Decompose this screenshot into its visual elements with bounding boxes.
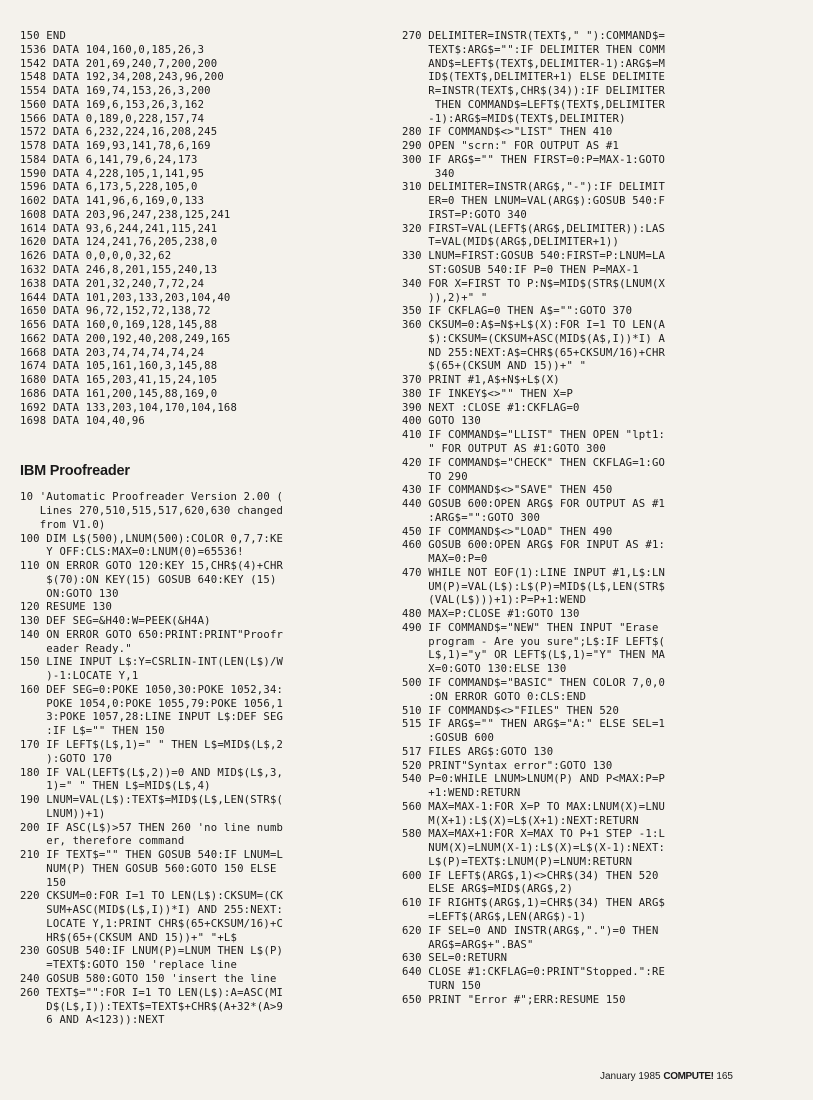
code-line: 160 DEF SEG=0:POKE 1050,30:POKE 1052,34: (20, 683, 284, 696)
code-line: 1620 DATA 124,241,76,205,238,0 (20, 236, 218, 249)
code-line: 1542 DATA 201,69,240,7,200,200 (20, 57, 218, 70)
code-line: +1:WEND:RETURN (402, 787, 521, 800)
code-line: -1):ARG$=MID$(TEXT$,DELIMITER) (402, 112, 626, 125)
code-line: 200 IF ASC(L$)>57 THEN 260 'no line numb (20, 821, 284, 834)
code-line: 340 FOR X=FIRST TO P:N$=MID$(STR$(LNUM(X (402, 277, 666, 290)
code-line: $):CKSUM=(CKSUM+ASC(MID$(A$,I))*I) A (402, 332, 666, 345)
code-line: from V1.0) (20, 518, 106, 531)
code-line: 410 IF COMMAND$="LLIST" THEN OPEN "lpt1: (402, 429, 666, 442)
code-line: UM(P)=VAL(L$):L$(P)=MID$(L$,LEN(STR$ (402, 580, 666, 593)
code-line: 520 PRINT"Syntax error":GOTO 130 (402, 759, 613, 772)
code-line: 1638 DATA 201,32,240,7,72,24 (20, 277, 205, 290)
code-line: 1560 DATA 169,6,153,26,3,162 (20, 98, 205, 111)
code-line: eader Ready." (20, 642, 132, 655)
code-line: 1650 DATA 96,72,152,72,138,72 (20, 305, 211, 318)
right-column (402, 0, 797, 1007)
code-line: :ON ERROR GOTO 0:CLS:END (402, 690, 587, 703)
code-line: 450 IF COMMAND$<>"LOAD" THEN 490 (402, 525, 613, 538)
code-line: 1)=" " THEN L$=MID$(L$,4) (20, 780, 211, 793)
code-line: 310 DELIMITER=INSTR(ARG$,"-"):IF DELIMIT (402, 181, 666, 194)
code-line: 1686 DATA 161,200,145,88,169,0 (20, 387, 218, 400)
code-line: TURN 150 (402, 979, 481, 992)
code-line: 380 IF INKEY$<>"" THEN X=P (402, 387, 574, 400)
code-line: )),2)+" " (402, 291, 488, 304)
code-line: 510 IF COMMAND$<>"FILES" THEN 520 (402, 704, 620, 717)
code-line: 620 IF SEL=0 AND INSTR(ARG$,".")=0 THEN (402, 924, 659, 937)
code-line: 400 GOTO 130 (402, 415, 481, 428)
code-line: 430 IF COMMAND$<>"SAVE" THEN 450 (402, 484, 613, 497)
code-line: ST:GOSUB 540:IF P=0 THEN P=MAX-1 (402, 264, 639, 277)
code-line: 320 FIRST=VAL(LEFT$(ARG$,DELIMITER)):LAS (402, 222, 666, 235)
code-line: $(70):ON KEY(15) GOSUB 640:KEY (15) (20, 573, 277, 586)
code-line: ID$(TEXT$,DELIMITER+1) ELSE DELIMITE (402, 71, 666, 84)
code-line: program - Are you sure";L$:IF LEFT$( (402, 635, 666, 648)
code-line: 1656 DATA 160,0,169,128,145,88 (20, 319, 218, 332)
code-line: 130 DEF SEG=&H40:W=PEEK(&H4A) (20, 615, 211, 628)
code-line: X=0:GOTO 130:ELSE 130 (402, 663, 567, 676)
code-line: AND$=LEFT$(TEXT$,DELIMITER-1):ARG$=M (402, 57, 666, 70)
code-line: M(X+1):L$(X)=L$(X+1):NEXT:RETURN (402, 814, 639, 827)
code-line: 1632 DATA 246,8,201,155,240,13 (20, 264, 218, 277)
code-line: 515 IF ARG$="" THEN ARG$="A:" ELSE SEL=1 (402, 718, 666, 731)
code-line: 490 IF COMMAND$="NEW" THEN INPUT "Erase (402, 621, 659, 634)
code-line: 540 P=0:WHILE LNUM>LNUM(P) AND P<MAX:P=P (402, 773, 666, 786)
code-line: 330 LNUM=FIRST:GOSUB 540:FIRST=P:LNUM=LA (402, 250, 666, 263)
code-line: 500 IF COMMAND$="BASIC" THEN COLOR 7,0,0 (402, 676, 666, 689)
code-line: 1698 DATA 104,40,96 (20, 415, 145, 428)
code-line: 440 GOSUB 600:OPEN ARG$ FOR OUTPUT AS #1 (402, 498, 666, 511)
footer-magazine: COMPUTE! (663, 1071, 714, 1082)
code-line: 420 IF COMMAND$="CHECK" THEN CKFLAG=1:GO (402, 456, 666, 469)
code-line: )-1:LOCATE Y,1 (20, 670, 139, 683)
code-line: 140 ON ERROR GOTO 650:PRINT:PRINT"Proofr (20, 628, 284, 641)
code-line: Lines 270,510,515,517,620,630 changed (20, 504, 284, 517)
code-line: LNUM))+1) (20, 807, 106, 820)
code-line: 110 ON ERROR GOTO 120:KEY 15,CHR$(4)+CHR (20, 560, 284, 573)
code-line: 6 AND A<123)):NEXT (20, 1014, 165, 1027)
code-line: Y OFF:CLS:MAX=0:LNUM(0)=65536! (20, 546, 244, 559)
section-heading: IBM Proofreader (20, 463, 130, 480)
code-line: 600 IF LEFT$(ARG$,1)<>CHR$(34) THEN 520 (402, 869, 659, 882)
code-line: ):GOTO 170 (20, 752, 113, 765)
code-line: 280 IF COMMAND$<>"LIST" THEN 410 (402, 126, 613, 139)
code-line: 150 END (20, 30, 67, 42)
code-line: 340 (402, 167, 455, 180)
code-line: 580 MAX=MAX+1:FOR X=MAX TO P+1 STEP -1:L (402, 828, 666, 841)
code-line: HR$(65+(CKSUM AND 15))+" "+L$ (20, 931, 238, 944)
code-line: " FOR OUTPUT AS #1:GOTO 300 (402, 442, 606, 455)
code-line: 470 WHILE NOT EOF(1):LINE INPUT #1,L$:LN (402, 566, 666, 579)
code-line: 210 IF TEXT$="" THEN GOSUB 540:IF LNUM=L (20, 849, 284, 862)
code-line: 1674 DATA 105,161,160,3,145,88 (20, 360, 218, 373)
code-line: L$,1)="y" OR LEFT$(L$,1)="Y" THEN MA (402, 649, 666, 662)
code-line: =LEFT$(ARG$,LEN(ARG$)-1) (402, 911, 587, 923)
code-line: 650 PRINT "Error #";ERR:RESUME 150 (402, 993, 626, 1006)
code-line: er, therefore command (20, 835, 185, 848)
code-line: 350 IF CKFLAG=0 THEN A$="":GOTO 370 (402, 305, 633, 318)
code-line: 150 (20, 876, 67, 889)
code-line: 1536 DATA 104,160,0,185,26,3 (20, 43, 205, 56)
code-line: 290 OPEN "scrn:" FOR OUTPUT AS #1 (402, 140, 620, 153)
code-line: 230 GOSUB 540:IF LNUM(P)=LNUM THEN L$(P) (20, 945, 284, 958)
code-line: 460 GOSUB 600:OPEN ARG$ FOR INPUT AS #1: (402, 539, 666, 552)
data-listing (20, 0, 390, 429)
code-line: IRST=P:GOTO 340 (402, 208, 527, 221)
code-line: 1590 DATA 4,228,105,1,141,95 (20, 167, 205, 180)
code-line: 610 IF RIGHT$(ARG$,1)=CHR$(34) THEN ARG$ (402, 897, 666, 910)
code-line: 1608 DATA 203,96,247,238,125,241 (20, 208, 231, 221)
code-line: R=INSTR(TEXT$,CHR$(34)):IF DELIMITER (402, 85, 666, 98)
code-line: 3:POKE 1057,28:LINE INPUT L$:DEF SEG (20, 711, 284, 724)
code-line: 1584 DATA 6,141,79,6,24,173 (20, 153, 198, 166)
code-line: THEN COMMAND$=LEFT$(TEXT$,DELIMITER (402, 98, 666, 111)
code-line: 170 IF LEFT$(L$,1)=" " THEN L$=MID$(L$,2 (20, 738, 284, 751)
code-line: 1644 DATA 101,203,133,203,104,40 (20, 291, 231, 304)
code-line: :ARG$="":GOTO 300 (402, 511, 541, 524)
code-line: D$(L$,I)):TEXT$=TEXT$+CHR$(A+32*(A>9 (20, 1000, 284, 1013)
code-line: 1626 DATA 0,0,0,0,32,62 (20, 250, 172, 263)
code-line: 300 IF ARG$="" THEN FIRST=0:P=MAX-1:GOTO (402, 153, 666, 166)
code-line: ND 255:NEXT:A$=CHR$(65+CKSUM/16)+CHR (402, 346, 666, 359)
code-line: $(65+(CKSUM AND 15))+" " (402, 360, 587, 373)
code-line: TEXT$:ARG$="":IF DELIMITER THEN COMM (402, 43, 666, 56)
code-line: 1692 DATA 133,203,104,170,104,168 (20, 401, 238, 414)
code-line: 190 LNUM=VAL(L$):TEXT$=MID$(L$,LEN(STR$( (20, 794, 284, 807)
code-line: 100 DIM L$(500),LNUM(500):COLOR 0,7,7:KE (20, 532, 284, 545)
code-line: POKE 1054,0:POKE 1055,79:POKE 1056,1 (20, 697, 284, 710)
code-line: 640 CLOSE #1:CKFLAG=0:PRINT"Stopped.":RE (402, 966, 666, 979)
code-line: 390 NEXT :CLOSE #1:CKFLAG=0 (402, 401, 580, 414)
code-line: 1572 DATA 6,232,224,16,208,245 (20, 126, 218, 139)
code-line: 1554 DATA 169,74,153,26,3,200 (20, 85, 211, 98)
code-line: 1662 DATA 200,192,40,208,249,165 (20, 332, 231, 345)
code-line: 220 CKSUM=0:FOR I=1 TO LEN(L$):CKSUM=(CK (20, 890, 284, 903)
code-line: 1566 DATA 0,189,0,228,157,74 (20, 112, 205, 125)
code-line: 270 DELIMITER=INSTR(TEXT$," "):COMMAND$= (402, 30, 666, 42)
left-column (20, 0, 390, 1028)
footer-date: January 1985 (600, 1071, 661, 1082)
code-line: 1548 DATA 192,34,208,243,96,200 (20, 71, 224, 84)
code-line: TO 290 (402, 470, 468, 483)
code-line: =TEXT$:GOTO 150 'replace line (20, 959, 238, 972)
code-line: 1578 DATA 169,93,141,78,6,169 (20, 140, 211, 153)
code-line: ARG$=ARG$+".BAS" (402, 938, 534, 951)
code-line: :GOSUB 600 (402, 732, 495, 745)
code-line: 360 CKSUM=0:A$=N$+L$(X):FOR I=1 TO LEN(A (402, 319, 666, 332)
code-line: 1596 DATA 6,173,5,228,105,0 (20, 181, 198, 194)
proofreader-listing-part1 (20, 491, 390, 1028)
code-line: 180 IF VAL(LEFT$(L$,2))=0 AND MID$(L$,3, (20, 766, 284, 779)
code-line: 260 TEXT$="":FOR I=1 TO LEN(L$):A=ASC(MI (20, 986, 284, 999)
code-line: ER=0 THEN LNUM=VAL(ARG$):GOSUB 540:F (402, 195, 666, 208)
code-line: L$(P)=TEXT$:LNUM(P)=LNUM:RETURN (402, 855, 633, 868)
code-line: (VAL(L$)))+1):P=P+1:WEND (402, 594, 587, 607)
code-line: 240 GOSUB 580:GOTO 150 'insert the line (20, 973, 277, 985)
code-line: 370 PRINT #1,A$+N$+L$(X) (402, 374, 560, 387)
proofreader-listing-part2 (402, 0, 797, 1007)
code-line: NUM(X)=LNUM(X-1):L$(X)=L$(X-1):NEXT: (402, 842, 666, 855)
code-line: SUM+ASC(MID$(L$,I))*I) AND 255:NEXT: (20, 904, 284, 917)
code-line: 150 LINE INPUT L$:Y=CSRLIN-INT(LEN(L$)/W (20, 656, 284, 669)
code-line: :IF L$="" THEN 150 (20, 725, 165, 738)
code-line: 630 SEL=0:RETURN (402, 952, 508, 965)
code-line: LOCATE Y,1:PRINT CHR$(65+CKSUM/16)+C (20, 917, 284, 930)
code-line: ELSE ARG$=MID$(ARG$,2) (402, 883, 574, 896)
code-line: NUM(P) THEN GOSUB 560:GOTO 150 ELSE (20, 862, 277, 875)
footer-page-number: 165 (716, 1071, 733, 1082)
code-line: T=VAL(MID$(ARG$,DELIMITER+1)) (402, 236, 620, 249)
code-line: 10 'Automatic Proofreader Version 2.00 ( (20, 491, 284, 504)
code-line: 1680 DATA 165,203,41,15,24,105 (20, 374, 218, 387)
code-line: MAX=0:P=0 (402, 553, 488, 566)
code-line: 120 RESUME 130 (20, 601, 113, 614)
code-line: 1614 DATA 93,6,244,241,115,241 (20, 222, 218, 235)
code-line: 480 MAX=P:CLOSE #1:GOTO 130 (402, 608, 580, 621)
code-line: 517 FILES ARG$:GOTO 130 (402, 745, 554, 758)
code-line: 1668 DATA 203,74,74,74,74,24 (20, 346, 205, 359)
code-line: ON:GOTO 130 (20, 587, 119, 600)
page-footer (600, 1071, 800, 1082)
code-line: 1602 DATA 141,96,6,169,0,133 (20, 195, 205, 208)
code-line: 560 MAX=MAX-1:FOR X=P TO MAX:LNUM(X)=LNU (402, 800, 666, 813)
